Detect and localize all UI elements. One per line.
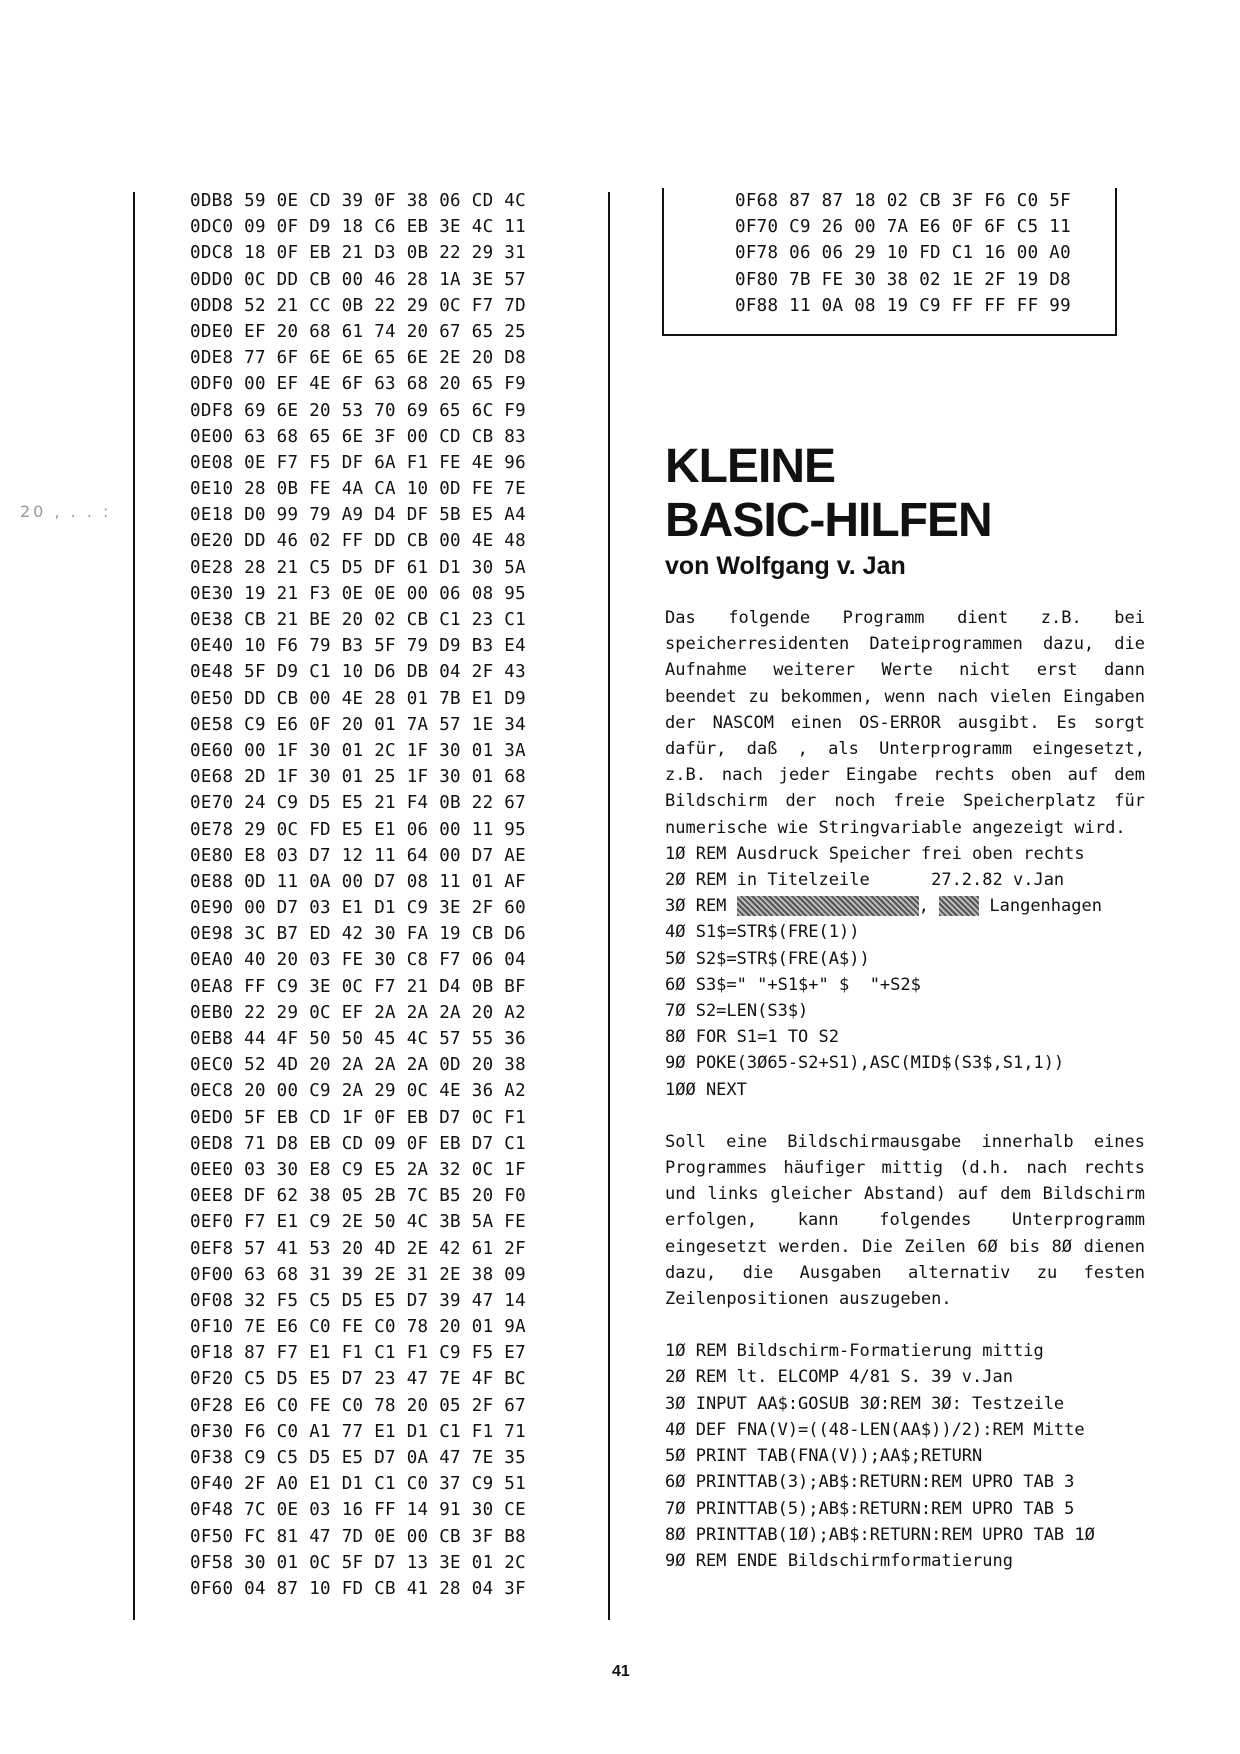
hex-row: 0F70 C9 26 00 7A E6 0F 6F C5 11 [735,217,1071,238]
redaction-block [939,896,979,916]
hex-row: 0DB8 59 0E CD 39 0F 38 06 CD 4C [190,191,526,211]
hex-row: 0F40 2F A0 E1 D1 C1 C0 37 C9 51 [190,1474,526,1495]
hex-row: 0E78 29 0C FD E5 E1 06 00 11 95 [190,819,526,840]
hex-row: 0EA0 40 20 03 FE 30 C8 F7 06 04 [190,950,526,971]
program1-line: 4Ø S1$=STR$(FRE(1)) [665,922,860,943]
program1-line: 1Ø REM Ausdruck Speicher frei oben rechts [665,843,1085,864]
hex-row: 0E38 CB 21 BE 20 02 CB C1 23 C1 [190,610,526,630]
hex-row: 0E28 28 21 C5 D5 DF 61 D1 30 5A [190,557,526,578]
program1-line: 6Ø S3$=" "+S1$+" $ "+S2$ [665,974,921,995]
hex-row: 0EF0 F7 E1 C9 2E 50 4C 3B 5A FE [190,1212,526,1233]
hex-row: 0EB8 44 4F 50 50 45 4C 57 55 36 [190,1029,526,1049]
hex-row: 0E30 19 21 F3 0E 0E 00 06 08 95 [190,583,526,604]
hex-row: 0F00 63 68 31 39 2E 31 2E 38 09 [190,1264,526,1285]
left-column-rule-right [608,192,610,1620]
hex-row: 0DD0 0C DD CB 00 46 28 1A 3E 57 [190,269,526,290]
hex-row: 0ED0 5F EB CD 1F 0F EB D7 0C F1 [190,1107,526,1128]
program1-line: 9Ø POKE(3Ø65-S2+S1),ASC(MID$(S3$,S1,1)) [665,1053,1065,1074]
hex-row: 0F58 30 01 0C 5F D7 13 3E 01 2C [190,1552,526,1573]
program1-line-30 [665,893,1145,919]
hex-row: 0EC0 52 4D 20 2A 2A 2A 0D 20 38 [190,1055,526,1076]
program2-line: 3Ø INPUT AA$:GOSUB 3Ø:REM 3Ø: Testzeile [665,1393,1065,1414]
hex-row: 0F78 06 06 29 10 FD C1 16 00 A0 [735,243,1071,264]
hex-row: 0EA8 FF C9 3E 0C F7 21 D4 0B BF [190,976,526,997]
program-listing-2 [665,1338,1145,1574]
hex-row: 0F18 87 F7 E1 F1 C1 F1 C9 F5 E7 [190,1343,526,1364]
spacer [665,1103,1145,1129]
hex-row: 0E40 10 F6 79 B3 5F 79 D9 B3 E4 [190,636,526,657]
hex-listing-right [735,188,1095,319]
hex-row: 0F48 7C 0E 03 16 FF 14 91 30 CE [190,1500,526,1521]
program2-line: 7Ø PRINTTAB(5);AB$:RETURN:REM UPRO TAB 5 [665,1498,1075,1519]
hex-row: 0DF8 69 6E 20 53 70 69 65 6C F9 [190,400,526,421]
hex-row: 0EB0 22 29 0C EF 2A 2A 2A 20 A2 [190,1002,526,1023]
hex-row: 0F68 87 87 18 02 CB 3F F6 C0 5F [735,191,1071,211]
left-column-rule-left [133,192,135,1620]
program1-line: 2Ø REM in Titelzeile 27.2.82 v.Jan [665,870,1065,891]
hex-row: 0EF8 57 41 53 20 4D 2E 42 61 2F [190,1238,526,1259]
program1-line30-prefix: 3Ø REM [665,896,737,917]
article-paragraph-2: Soll eine Bildschirmausgabe innerhalb eines Programmes häufiger mittig (d.h. nach rechts und links gleicher Abstand) auf dem Bildschirm erfolgen, kann folgendes Unterprogramm eingesetzt werden. Die Zeilen 6Ø bis 8Ø dienen dazu, die Ausgaben alternativ zu festen Zeilenpositionen auszugeben. [665,1131,1145,1310]
hex-row: 0E00 63 68 65 6E 3F 00 CD CB 83 [190,426,526,447]
hex-row: 0E80 E8 03 D7 12 11 64 00 D7 AE [190,845,526,866]
hex-row: 0ED8 71 D8 EB CD 09 0F EB D7 C1 [190,1133,526,1154]
margin-pencil-note: 20 , . . : [20,502,112,521]
program2-line: 8Ø PRINTTAB(1Ø);AB$:RETURN:REM UPRO TAB 1Ø [665,1524,1095,1545]
program1-line30-suffix: Langenhagen [979,896,1102,917]
hex-row: 0E08 0E F7 F5 DF 6A F1 FE 4E 96 [190,452,526,473]
hex-row: 0DE8 77 6F 6E 6E 65 6E 2E 20 D8 [190,348,526,369]
hex-row: 0E98 3C B7 ED 42 30 FA 19 CB D6 [190,924,526,945]
program1-line: 1ØØ NEXT [665,1079,747,1100]
article-intro: Das folgende Programm dient z.B. bei speicherresidenten Dateiprogrammen dazu, die Aufnahme weiterer Werte nicht erst dann beendet zu bekommen, wenn nach vielen Eingaben der NASCOM einen OS-ERROR ausgibt. Es sorgt dafür, daß , als Unterprogramm eingesetzt, z.B. nach jeder Eingabe rechts oben auf dem Bildschirm der noch freie Speicherplatz für numerische wie Stringvariable angezeigt wird. [665,608,1145,838]
program2-line: 2Ø REM lt. ELCOMP 4/81 S. 39 v.Jan [665,1367,1013,1388]
hex-row: 0F30 F6 C0 A1 77 E1 D1 C1 F1 71 [190,1421,526,1442]
hex-row: 0E68 2D 1F 30 01 25 1F 30 01 68 [190,767,526,788]
hex-row: 0DE0 EF 20 68 61 74 20 67 65 25 [190,321,526,342]
hex-row: 0DC8 18 0F EB 21 D3 0B 22 29 31 [190,243,526,264]
hex-row: 0E60 00 1F 30 01 2C 1F 30 01 3A [190,740,526,761]
program1-line30-sep: , [918,896,940,917]
hex-row: 0F28 E6 C0 FE C0 78 20 05 2F 67 [190,1395,526,1416]
hex-row: 0E18 D0 99 79 A9 D4 DF 5B E5 A4 [190,505,526,526]
hex-row: 0DD8 52 21 CC 0B 22 29 0C F7 7D [190,295,526,316]
program2-line: 5Ø PRINT TAB(FNA(V));AA$;RETURN [665,1446,983,1467]
hex-row: 0E90 00 D7 03 E1 D1 C9 3E 2F 60 [190,898,526,919]
hex-listing-left [190,188,525,1602]
hex-row: 0E10 28 0B FE 4A CA 10 0D FE 7E [190,479,526,500]
program1-line: 8Ø FOR S1=1 TO S2 [665,1027,839,1048]
listing-box-rule-left [662,188,664,336]
hex-row: 0E58 C9 E6 0F 20 01 7A 57 1E 34 [190,714,526,735]
hex-row: 0E20 DD 46 02 FF DD CB 00 4E 48 [190,531,526,552]
hex-row: 0F38 C9 C5 D5 E5 D7 0A 47 7E 35 [190,1448,526,1468]
program2-line: 6Ø PRINTTAB(3);AB$:RETURN:REM UPRO TAB 3 [665,1472,1075,1493]
hex-row: 0F50 FC 81 47 7D 0E 00 CB 3F B8 [190,1526,526,1547]
hex-row: 0F80 7B FE 30 38 02 1E 2F 19 D8 [735,269,1071,290]
redaction-block [737,896,919,916]
program2-line: 4Ø DEF FNA(V)=((48-LEN(AA$))/2):REM Mitte [665,1419,1085,1440]
hex-row: 0E48 5F D9 C1 10 D6 DB 04 2F 43 [190,662,526,683]
hex-row: 0E88 0D 11 0A 00 D7 08 11 01 AF [190,871,526,892]
program-listing-1 [665,841,1145,1103]
program1-line: 5Ø S2$=STR$(FRE(A$)) [665,948,870,969]
page-number: 41 [612,1663,630,1680]
hex-row: 0F08 32 F5 C5 D5 E5 D7 39 47 14 [190,1290,526,1311]
hex-row: 0F60 04 87 10 FD CB 41 28 04 3F [190,1578,526,1599]
program2-line: 1Ø REM Bildschirm-Formatierung mittig [665,1341,1044,1362]
article-byline: von Wolfgang v. Jan [665,552,906,580]
article [665,440,1145,1574]
program2-line: 9Ø REM ENDE Bildschirmformatierung [665,1550,1013,1571]
hex-row: 0F10 7E E6 C0 FE C0 78 20 01 9A [190,1317,526,1338]
hex-row: 0DF0 00 EF 4E 6F 63 68 20 65 F9 [190,374,526,395]
program1-line: 7Ø S2=LEN(S3$) [665,1001,809,1022]
spacer [665,1312,1145,1338]
hex-row: 0F20 C5 D5 E5 D7 23 47 7E 4F BC [190,1369,526,1390]
hex-row: 0EE0 03 30 E8 C9 E5 2A 32 0C 1F [190,1159,526,1180]
hex-row: 0F88 11 0A 08 19 C9 FF FF FF 99 [735,295,1071,316]
article-title-line1: KLEINE [665,440,836,493]
hex-row: 0EC8 20 00 C9 2A 29 0C 4E 36 A2 [190,1081,526,1102]
listing-box-rule-bottom [662,334,1117,336]
article-title-line2: BASIC-HILFEN [665,494,992,547]
hex-row: 0EE8 DF 62 38 05 2B 7C B5 20 F0 [190,1186,526,1207]
hex-row: 0E70 24 C9 D5 E5 21 F4 0B 22 67 [190,793,526,814]
hex-row: 0DC0 09 0F D9 18 C6 EB 3E 4C 11 [190,217,526,238]
listing-box-rule-right [1115,188,1117,336]
hex-row: 0E50 DD CB 00 4E 28 01 7B E1 D9 [190,688,526,709]
